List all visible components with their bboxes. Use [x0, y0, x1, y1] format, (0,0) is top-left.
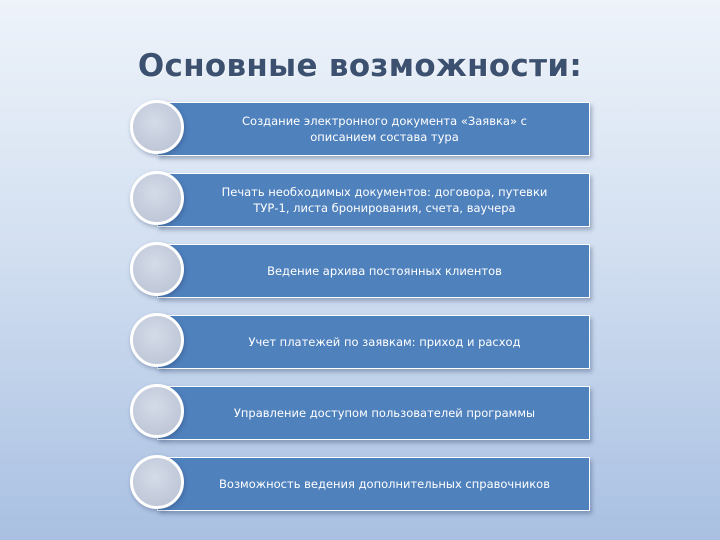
slide-title: Основные возможности:	[137, 48, 583, 84]
feature-label: Учет платежей по заявкам: приход и расход	[248, 335, 521, 349]
bullet-circle	[130, 313, 184, 367]
feature-label: Возможность ведения дополнительных справочников	[219, 477, 550, 491]
bullet-circle	[130, 384, 184, 438]
bullet-circle	[130, 171, 184, 225]
feature-label: Ведение архива постоянных клиентов	[267, 264, 502, 278]
feature-box	[157, 457, 590, 511]
feature-box	[157, 315, 590, 369]
feature-item-6	[130, 455, 590, 513]
bullet-circle	[130, 100, 184, 154]
feature-box	[157, 244, 590, 298]
feature-box	[157, 386, 590, 440]
feature-box	[157, 173, 590, 227]
feature-item-1	[130, 100, 590, 158]
feature-item-2	[130, 171, 590, 229]
feature-label: Создание электронного документа «Заявка» с описанием состава тура	[242, 114, 527, 144]
feature-item-4	[130, 313, 590, 371]
feature-label: Управление доступом пользователей программы	[233, 406, 536, 420]
feature-box	[157, 102, 590, 156]
feature-item-3	[130, 242, 590, 300]
bullet-circle	[130, 242, 184, 296]
feature-label: Печать необходимых документов: договора, путевки ТУР-1, листа бронирования, счета, ваучера	[221, 185, 548, 215]
feature-item-5	[130, 384, 590, 442]
bullet-circle	[130, 455, 184, 509]
